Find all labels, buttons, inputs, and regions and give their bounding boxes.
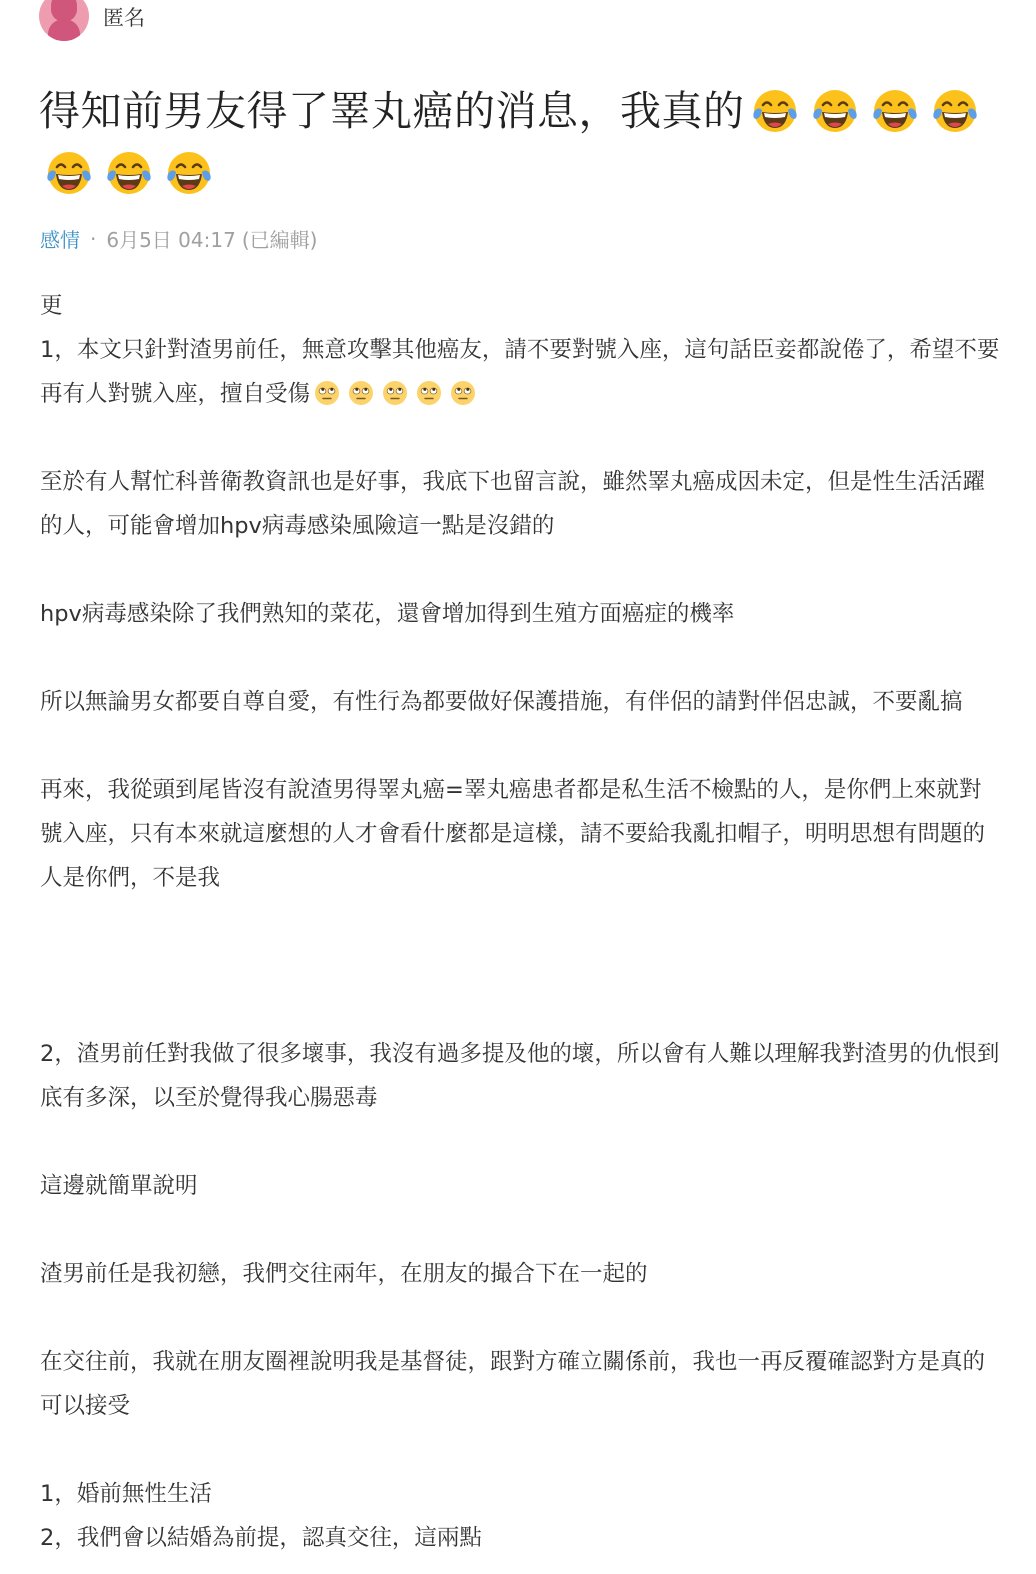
paragraph-text: 1，本文只針對渣男前任，無意攻擊其他癌友，請不要對號入座，這句話臣妾都說倦了，希望不要再有人對號入座，擅自受傷 [40, 337, 1000, 407]
laughing-tears-emoji-icon [812, 88, 858, 134]
paragraph: 2，渣男前任對我做了很多壞事，我沒有過多提及他的壞，所以會有人難以理解我對渣男的仇恨到底有多深，以至於覺得我心腸惡毒 [40, 1041, 1000, 1111]
meta-separator: · [90, 226, 97, 251]
post-datetime: 6月5日 04:17 [106, 228, 236, 252]
paragraph: hpv病毒感染除了我們熟知的菜花，還會增加得到生殖方面癌症的機率 [40, 601, 735, 627]
laughing-tears-emoji-icon [872, 88, 918, 134]
paragraph: 在交往前，我就在朋友圈裡說明我是基督徒，跟對方確立關係前，我也一再反覆確認對方是真的可以接受 [40, 1349, 986, 1419]
list-item: 1，婚前無性生活 [40, 1481, 212, 1507]
laughing-tears-emoji-icon [106, 150, 152, 196]
list-item: 2，我們會以結婚為前提，認真交往，這兩點 [40, 1525, 482, 1551]
edited-label: (已編輯) [241, 228, 318, 252]
paragraph: 再來，我從頭到尾皆沒有說渣男得睪丸癌=睪丸癌患者都是私生活不檢點的人，是你們上來就對號入座，只有本來就這麼想的人才會看什麼都是這樣，請不要給我亂扣帽子，明明思想有問題的人是你們，不是我 [40, 777, 986, 891]
post-meta [40, 224, 317, 253]
laughing-tears-emoji-icon [752, 88, 798, 134]
eye-roll-emoji-group [310, 381, 480, 407]
eye-roll-emoji-icon [416, 380, 442, 406]
paragraph: 這邊就簡單說明 [40, 1173, 198, 1199]
post-title [39, 80, 999, 204]
update-label: 更 [40, 293, 63, 319]
eye-roll-emoji-icon [382, 380, 408, 406]
eye-roll-emoji-icon [348, 380, 374, 406]
paragraph: 渣男前任是我初戀，我們交往兩年，在朋友的撮合下在一起的 [40, 1261, 648, 1287]
eye-roll-emoji-icon [450, 380, 476, 406]
paragraph: 所以無論男女都要自尊自愛，有性行為都要做好保護措施，有伴侶的請對伴侶忠誠，不要亂搞 [40, 689, 963, 715]
category-link[interactable]: 感情 [40, 228, 80, 252]
paragraph [40, 328, 1000, 416]
laughing-tears-emoji-icon [166, 150, 212, 196]
eye-roll-emoji-icon [314, 380, 340, 406]
post-body [40, 284, 1000, 1560]
post-author[interactable] [39, 0, 145, 44]
laughing-tears-emoji-icon [932, 88, 978, 134]
female-avatar-icon[interactable] [39, 0, 89, 41]
author-name: 匿名 [103, 6, 145, 30]
post-title-text: 得知前男友得了睪丸癌的消息，我真的 [39, 87, 745, 135]
laughing-tears-emoji-icon [46, 150, 92, 196]
paragraph: 至於有人幫忙科普衛教資訊也是好事，我底下也留言說，雖然睪丸癌成因未定，但是性生活活躍的人，可能會增加hpv病毒感染風險這一點是沒錯的 [40, 469, 986, 539]
